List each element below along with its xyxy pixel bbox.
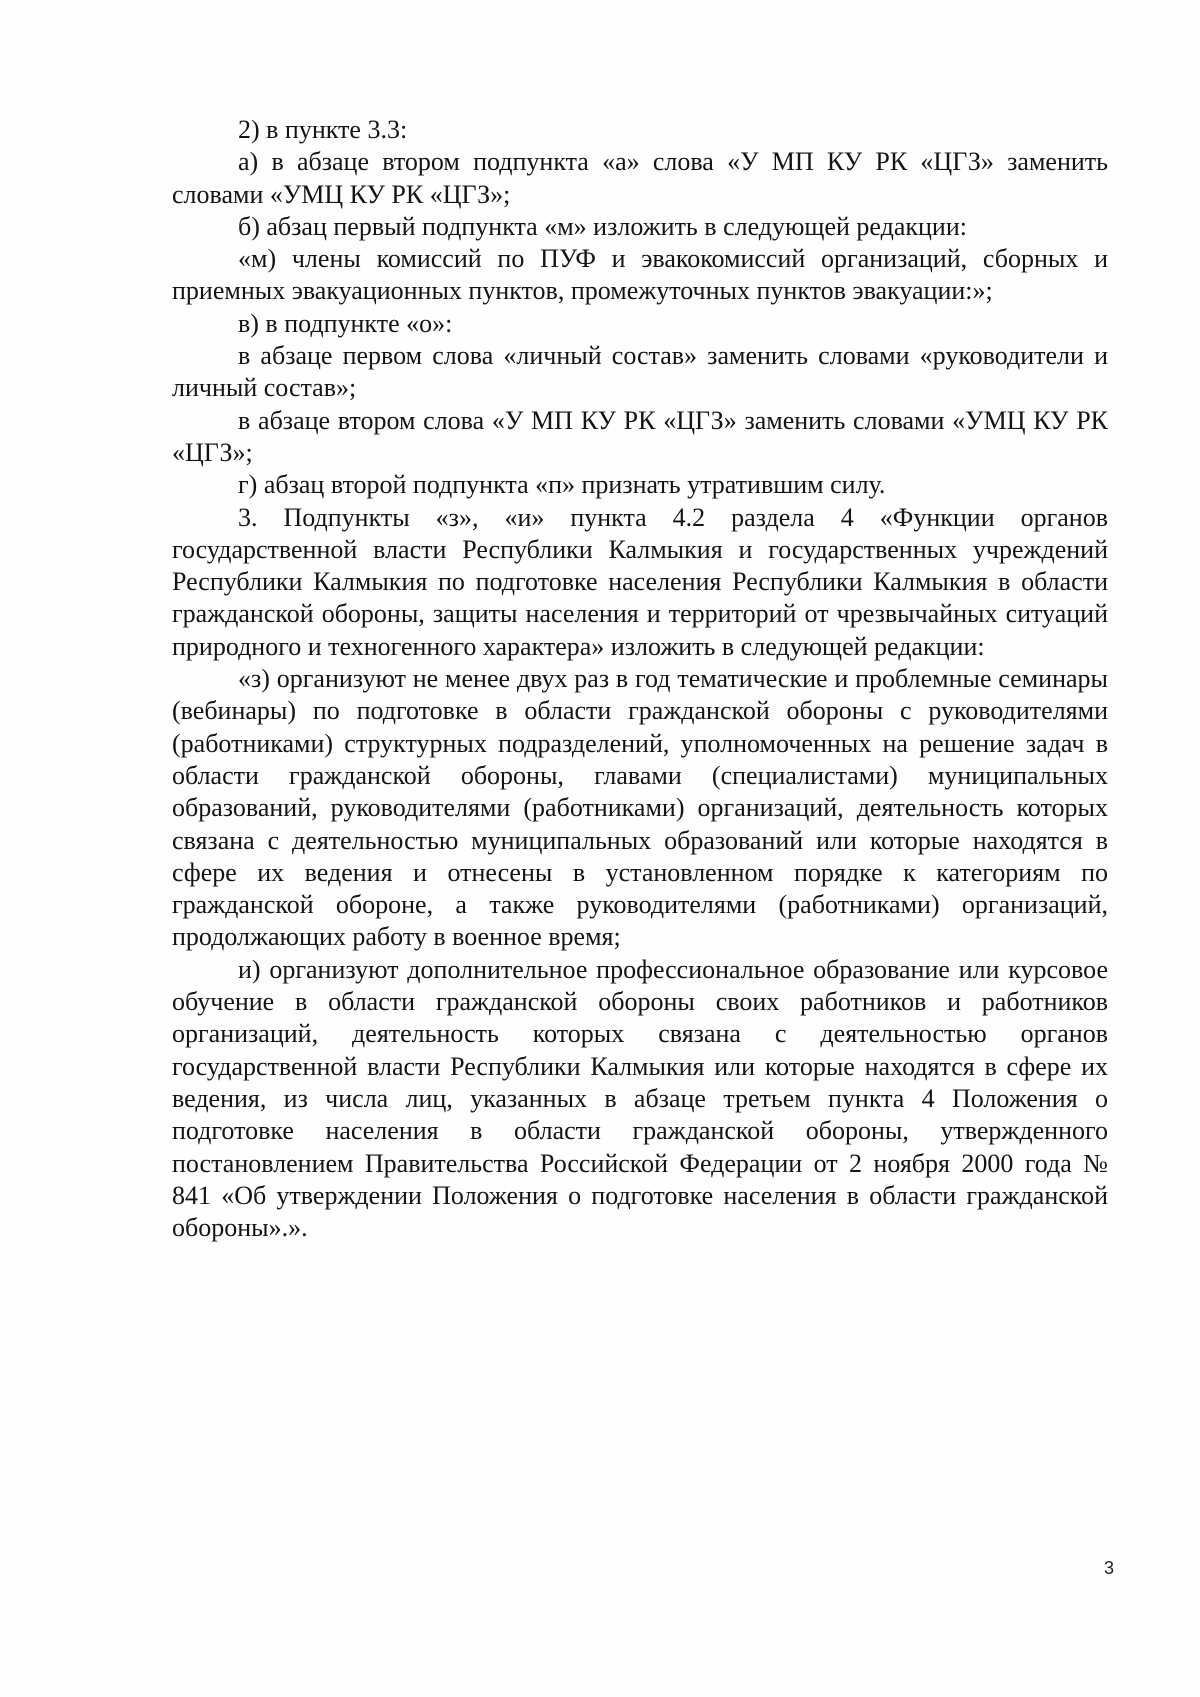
paragraph-subitem-v: в) в подпункте «о»:: [238, 308, 453, 338]
paragraph-quote-i: и) организуют дополнительное профессиональное образование или курсовое обучение в области гражданской обороны своих работников и работников организаций, деятельность которых связана с деятельностью органов государственной власти Республики Калмыкия или которые находятся в сфере их ведения, из числа лиц, указанных в абзаце третьем пункта 4 Положения о подготовке населения в области гражданской обороны, утвержденного постановлением Правительства Российской Федерации от 2 ноября 2000 года № 841 «Об утверждении Положения о подготовке населения в области гражданской обороны».».: [172, 954, 1108, 1243]
paragraph-subitem-a: а) в абзаце втором подпункта «а» слова «У МП КУ РК «ЦГЗ» заменить словами «УМЦ КУ РК «ЦГЗ»;: [172, 147, 1108, 209]
document-body: [172, 114, 1108, 1244]
paragraph-subitem-g: г) абзац второй подпункта «п» признать утратившим силу.: [238, 470, 886, 500]
paragraph-quote-z: «з) организуют не менее двух раз в год тематические и проблемные семинары (вебинары) по подготовке в области гражданской обороны с руководителями (работниками) структурных подразделений, уполномоченных на решение задач в области гражданской обороны, главами (специалистами) муниципальных образований, руководителями (работниками) организаций, деятельность которых связана с деятельностью муниципальных образований или которые находятся в сфере их ведения и отнесены в установленном порядке к категориям по гражданской обороне, а также руководителями (работниками) организаций, продолжающих работу в военное время;: [172, 664, 1108, 952]
paragraph-first-abzac: в абзаце первом слова «личный состав» заменить словами «руководители и личный состав»;: [172, 341, 1108, 403]
paragraph-quote-m: «м) члены комиссий по ПУФ и эвакокомиссий организаций, сборных и приемных эвакуационных пунктов, промежуточных пунктов эвакуации:»;: [172, 244, 1108, 306]
paragraph-second-abzac: в абзаце втором слова «У МП КУ РК «ЦГЗ» заменить словами «УМЦ КУ РК «ЦГЗ»;: [172, 405, 1108, 467]
page-number: 3: [1104, 1558, 1115, 1578]
paragraph-item-3: 3. Подпункты «з», «и» пункта 4.2 раздела 4 «Функции органов государственной власти Республики Калмыкия и государственных учреждений Республики Калмыкия по подготовке населения Республики Калмыкия в области гражданской обороны, защиты населения и территорий от чрезвычайных ситуаций природного и техногенного характера» изложить в следующей редакции:: [172, 502, 1108, 661]
paragraph-subitem-b: б) абзац первый подпункта «м» изложить в следующей редакции:: [238, 211, 967, 241]
paragraph-item-2: 2) в пункте 3.3:: [238, 115, 408, 144]
